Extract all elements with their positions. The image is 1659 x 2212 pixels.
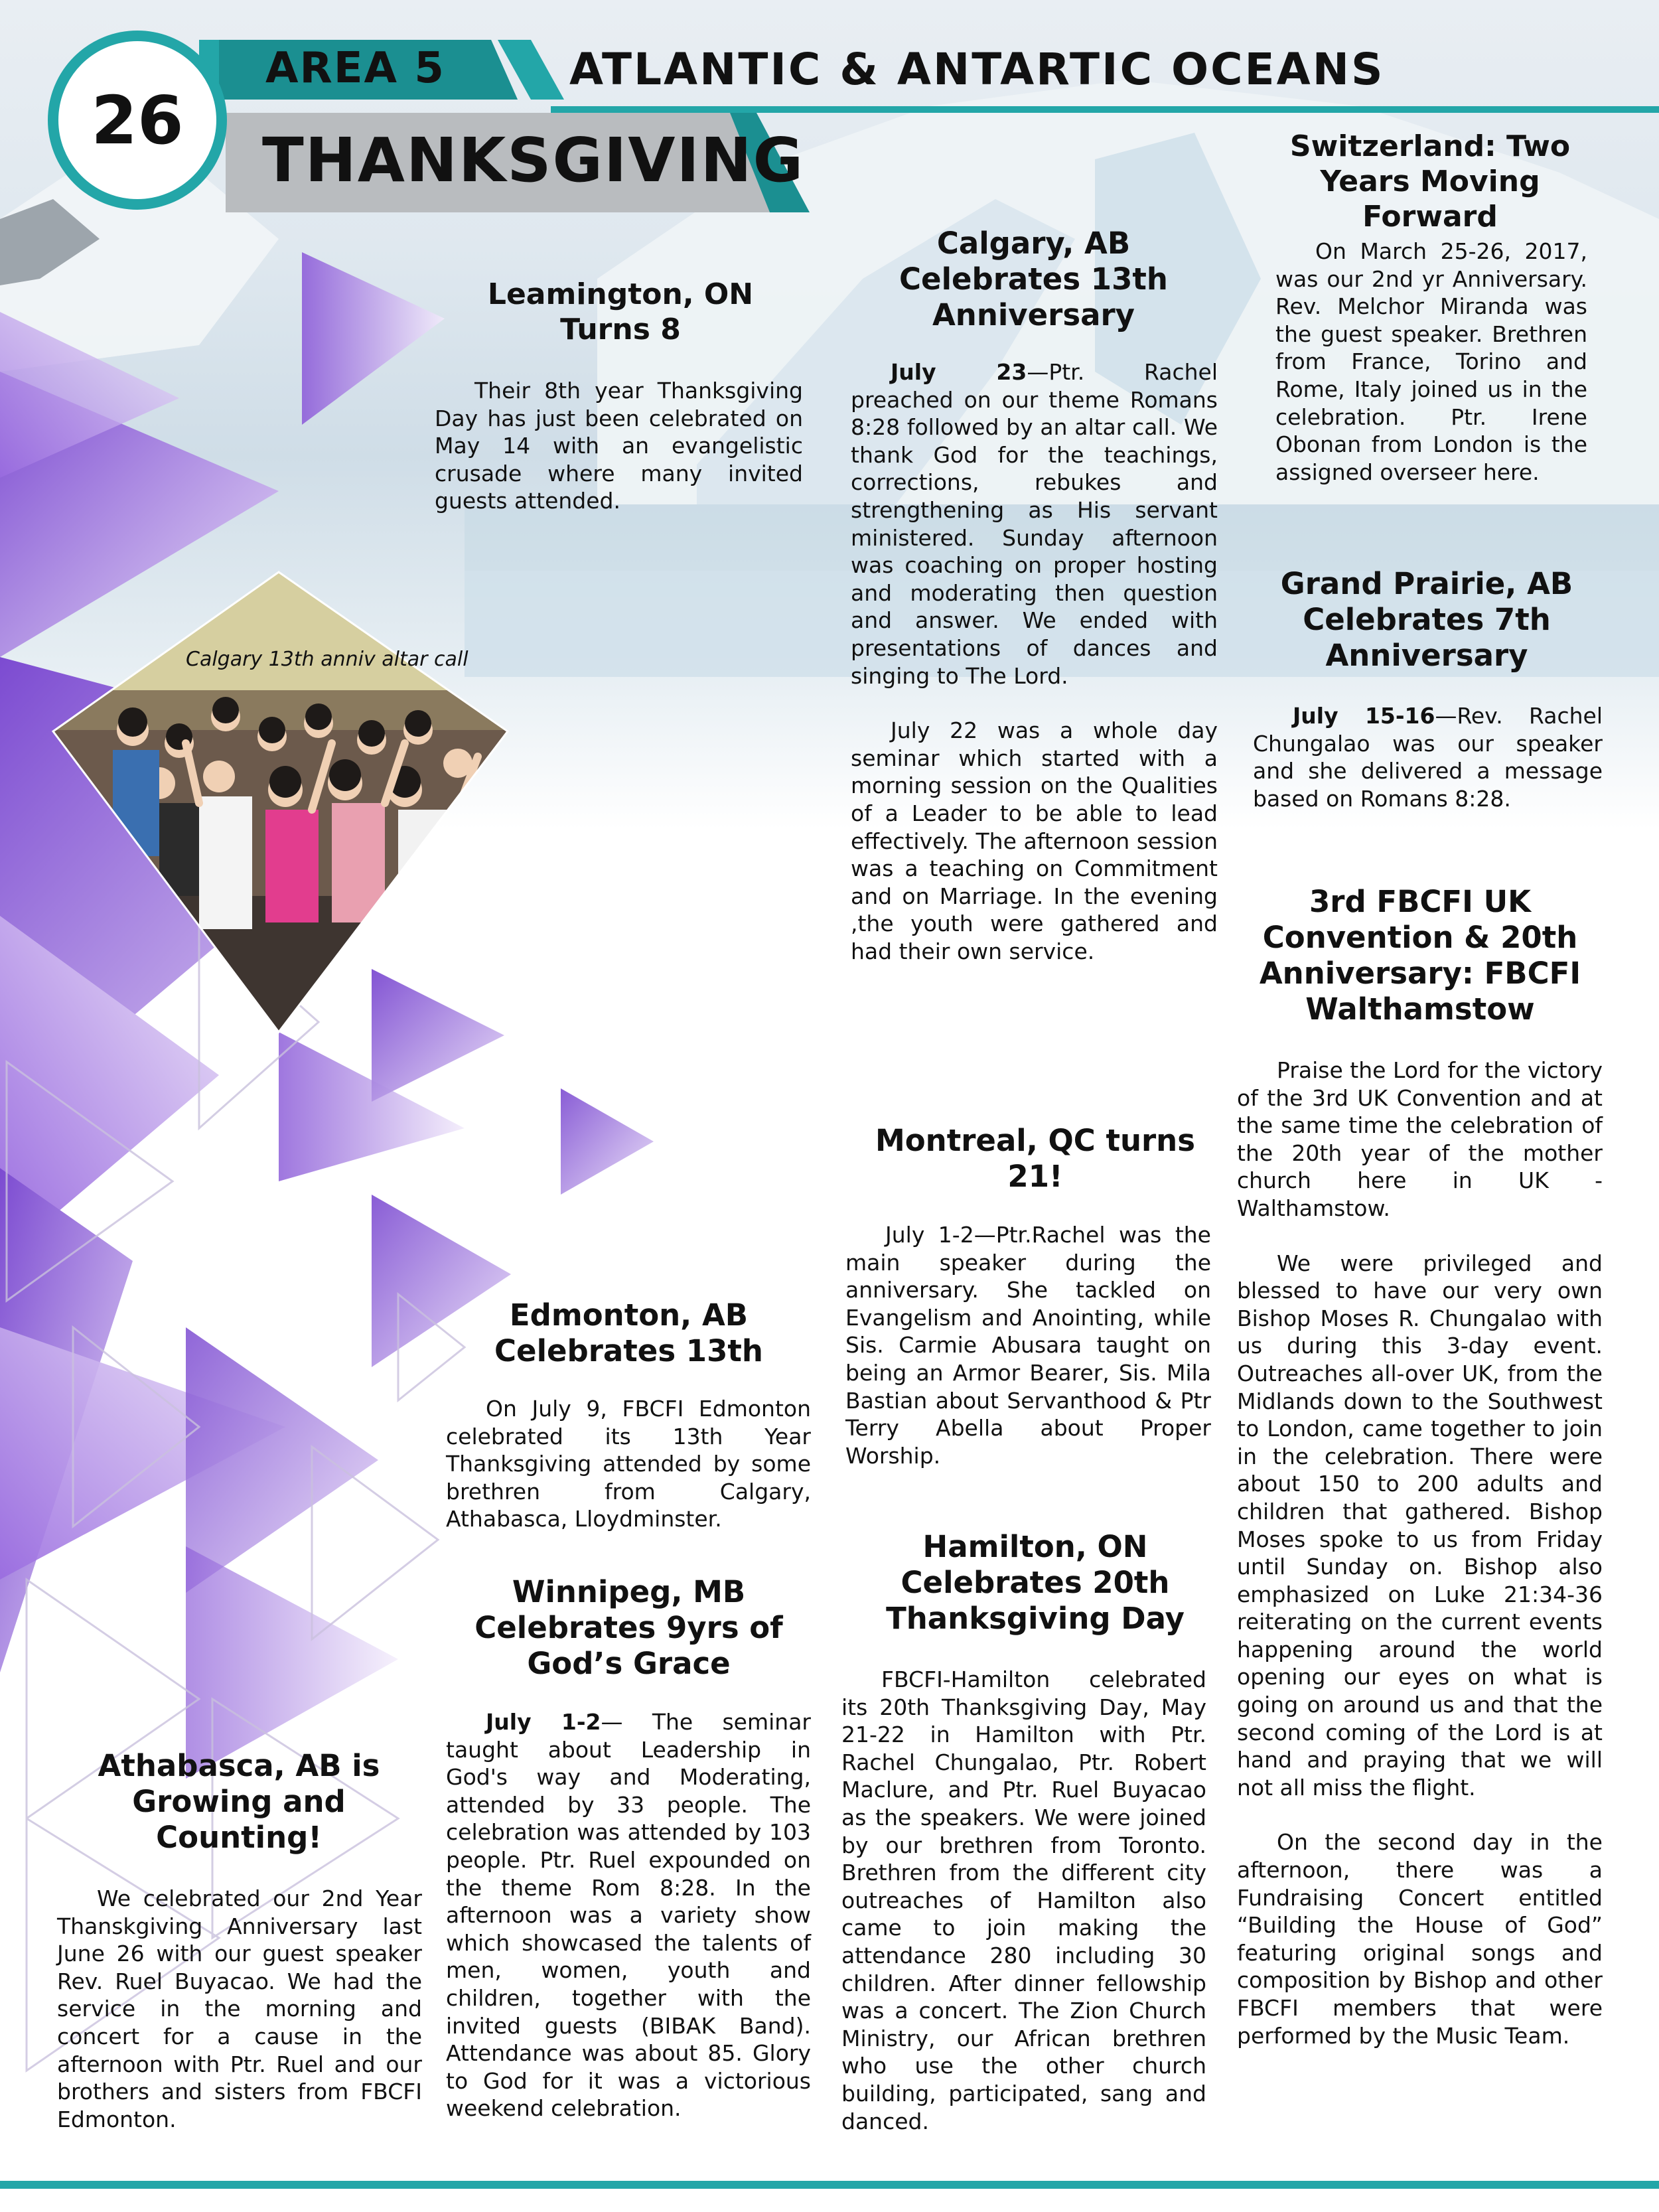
grand-prairie-body: July 15-16—Rev. Rachel Chungalao was our speaker and she delivered a message based on Romans 8:28. [1253, 703, 1603, 812]
area-label: AREA 5 [265, 44, 445, 93]
montreal-heading: Montreal, QC turns 21! [875, 1123, 1195, 1194]
uk-convention-body: Praise the Lord for the victory of the 3rd UK Convention and at the same time the celebration of the 20th year of the mother church here in UK - Walthamstow. We were privileged and blessed to have our very own Bishop Moses R. Chungalao with us during this 3-day event. Outreaches all-over UK, from the Midlands down to the Southwest to London, came together to join in the celebration. There were about 150 to 200 adults and children that gathered. Bishop Moses spoke to us from Friday until Sunday on. Bishop also emphasized on Luke 21:34-36 reiterating on the current events happening around the world opening our eyes on what is going on around us and that the second coming of the Lord is at hand and praying that we will not all miss the flight. On the second day in the afternoon, there was a Fundraising Concert entitled “Building the House of God” featuring original songs and composition by Bishop and other FBCFI members that were performed by the Music Team. [1237, 1057, 1603, 2049]
region-title: ATLANTIC & ANTARTIC OCEANS [569, 44, 1385, 95]
montreal-body: July 1-2—Ptr.Rachel was the main speaker during the anniversary. She tackled on Evangelism and Anointing, while Sis. Carmie Abusara taught on being an Armor Bearer, Sis. Mila Bastian about Servanthood & Ptr Terry Abella about Proper Worship. [845, 1222, 1211, 1469]
photo-caption: Calgary 13th anniv altar call [186, 648, 469, 671]
winnipeg-heading: Winnipeg, MB Celebrates 9yrs of God’s Grace [474, 1574, 783, 1681]
calgary-heading: Calgary, AB Celebrates 13th Anniversary [899, 226, 1168, 332]
uk-convention-heading: 3rd FBCFI UK Convention & 20th Anniversary: FBCFI Walthamstow [1259, 884, 1581, 1027]
edmonton-heading: Edmonton, AB Celebrates 13th [494, 1297, 763, 1368]
section-title: THANKSGIVING [262, 125, 805, 196]
athabasca-heading: Athabasca, AB is Growing and Counting! [98, 1748, 380, 1855]
winnipeg-lead: July 1-2 [486, 1709, 601, 1735]
page-number: 26 [91, 81, 184, 159]
calgary-body: July 23—Ptr. Rachel preached on our theme Romans 8:28 followed by an altar call. We thank God for the teachings, corrections, rebukes and strengthening as His servant ministered. Sunday afternoon was coaching on proper hosting and moderating then question and answer. We ended with presentations of dances and singing to The Lord. July 22 was a whole day seminar which started with a morning session on the Qualities of a Leader to be able to lead effectively. The afternoon session was a teaching on Commitment and on Marriage. In the evening ,the youth were gathered and had their own service. [851, 359, 1218, 964]
athabasca-body: We celebrated our 2nd Year Thanskgiving Anniversary last June 26 with our guest speaker Rev. Ruel Buyacao. We had the service in the morning and concert for a cause in the afternoon with Ptr. Ruel and our brothers and sisters from FBCFI Edmonton. [57, 1885, 422, 2132]
calgary-lead: July 23 [891, 359, 1027, 385]
grand-prairie-heading: Grand Prairie, AB Celebrates 7th Anniversary [1280, 566, 1573, 673]
page-number-badge [48, 31, 227, 210]
hamilton-body: FBCFI-Hamilton celebrated its 20th Thanksgiving Day, May 21-22 in Hamilton with Ptr. Rachel Chungalao, Ptr. Robert Maclure, and Ptr. Ruel Buyacao as the speakers. We were joined by our brethren from Toronto. Brethren from the different city outreaches of Hamilton also came to join making the attendance 280 including 30 children. After dinner fellowship was a concert. The Zion Church Ministry, our African brethren who use the other church building, participated, sang and danced. [841, 1666, 1206, 2134]
leamington-heading: Leamington, ON Turns 8 [487, 277, 754, 346]
switzerland-heading: Switzerland: Two Years Moving Forward [1289, 129, 1571, 234]
footer-rule [0, 2181, 1659, 2189]
winnipeg-body: July 1-2— The seminar taught about Leadership in God's way and Moderating, attended by 33 people. The celebration was attended by 103 people. Ptr. Ruel expounded on the theme Rom 8:28. In the afternoon was a variety show which showcased the talents of men, women, youth and children, together with the invited guests (BIBAK Band). Attendance was about 85. Glory to God for it was a victorious weekend celebration. [446, 1709, 811, 2122]
edmonton-body: On July 9, FBCFI Edmonton celebrated its 13th Year Thanksgiving attended by some brethren from Calgary, Athabasca, Lloydminster. [446, 1396, 811, 1532]
leamington-body: Their 8th year Thanksgiving Day has just been celebrated on May 14 with an evangelistic crusade where many invited guests attended. [435, 378, 803, 514]
switzerland-body: On March 25-26, 2017, was our 2nd yr Anniversary. Rev. Melchor Miranda was the guest speaker. Brethren from France, Torino and Rome, Italy joined us in the celebration. Ptr. Irene Obonan from London is the assigned overseer here. [1275, 238, 1587, 485]
grand-prairie-lead: July 15-16 [1293, 703, 1435, 729]
hamilton-heading: Hamilton, ON Celebrates 20th Thanksgiving Day [886, 1529, 1185, 1636]
